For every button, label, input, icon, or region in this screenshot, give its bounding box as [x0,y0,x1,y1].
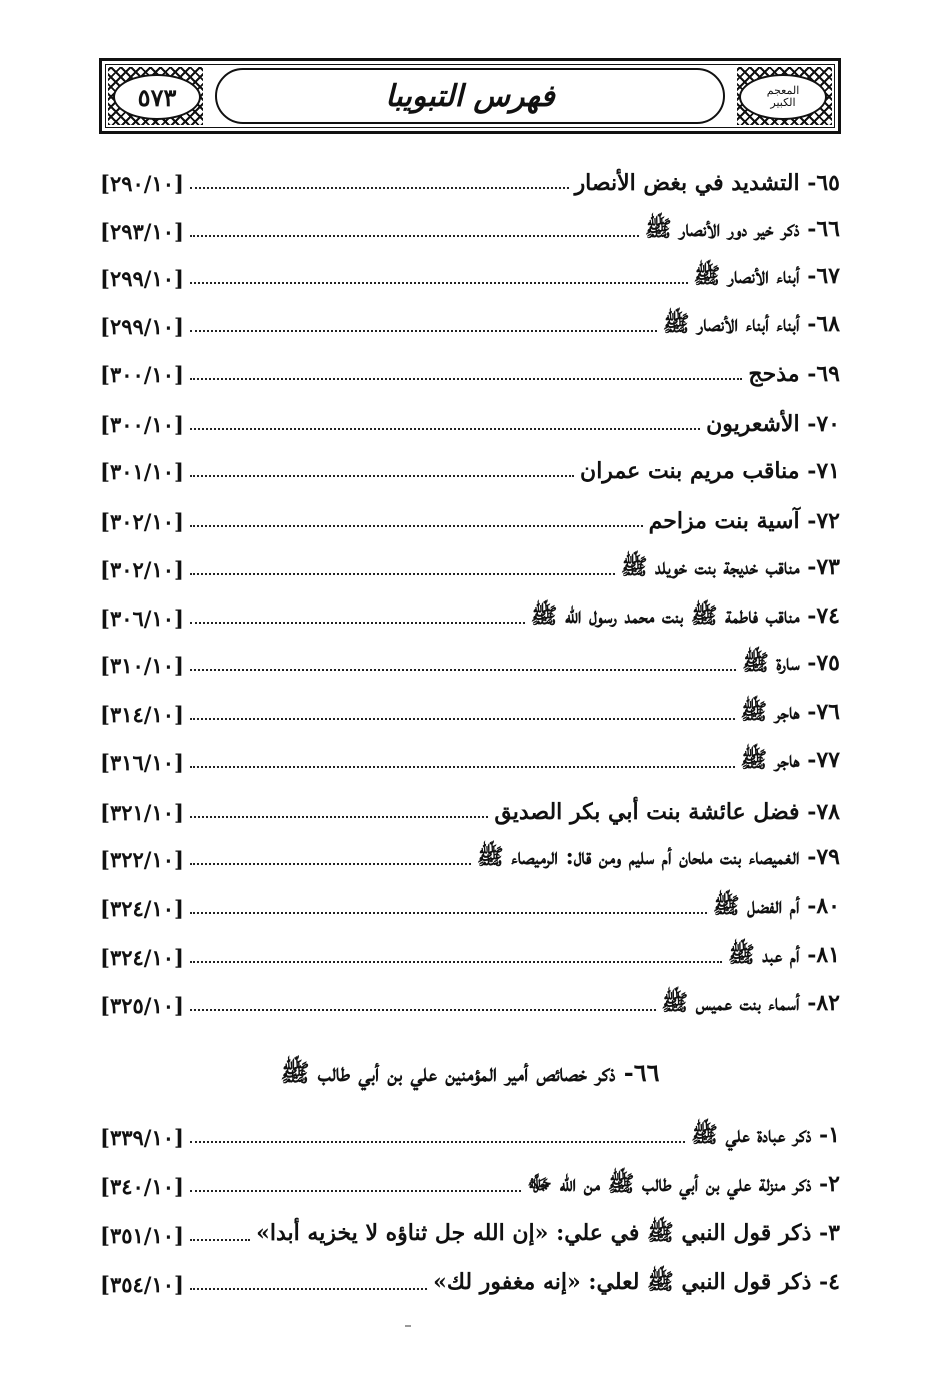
entry-reference: [٣١٤/١٠] [100,701,184,727]
entry-reference: [٣١٠/١٠] [100,652,184,678]
toc-entry [100,598,840,638]
entry-title: ٧١- مناقب مريم بنت عمران [580,458,840,484]
dot-leader [190,816,488,818]
entry-reference: [٣٠٠/١٠] [100,411,184,437]
toc-entry [100,839,840,879]
entry-reference: [٣٢٤/١٠] [100,895,184,921]
dot-leader [190,525,643,527]
entry-title: ٤- ذكر قول النبي ﷺ لعلي: «إنه مغفور لك» [433,1269,840,1295]
entry-reference: [٣٢٢/١٠] [100,846,184,872]
toc-entry [100,645,840,685]
entry-reference: [٣٣٩/١٠] [100,1124,184,1150]
dot-leader [190,1239,250,1241]
entry-title: ٣- ذكر قول النبي ﷺ في علي: «إن الله جل ثناؤه لا يخزيه أبدا» [256,1220,840,1246]
dot-leader [190,235,639,237]
entry-title: ٧٧- هاجر ﷺ [740,747,840,773]
toc-entry [100,742,840,782]
entry-reference: [٢٩٣/١٠] [100,218,184,244]
toc-entry [100,1166,840,1206]
entry-reference: [٣٠٠/١٠] [100,361,184,387]
dot-leader [190,961,722,963]
toc-entry [100,1117,840,1157]
toc-entry [100,211,840,251]
entry-reference: [٣٥٤/١٠] [100,1271,184,1297]
entry-title: ٦٧- أبناء الأنصار ﷺ [693,263,840,289]
entry-title: ٧٨- فضل عائشة بنت أبي بكر الصديق [494,799,840,825]
entry-reference: [٢٩٩/١٠] [100,265,184,291]
entry-title: ٦٩- مذحج [748,361,840,387]
section-heading: ٦٦- ذكر خصائص أمير المؤمنين علي بن أبي طالب ﷺ [280,1058,660,1087]
entry-title: ٨٢- أسماء بنت عميس ﷺ [661,990,840,1016]
dot-leader [190,187,569,189]
toc-entry [100,1215,840,1255]
entry-reference: [٣٢٤/١٠] [100,944,184,970]
dot-leader [190,766,735,768]
entry-reference: [٣١٦/١٠] [100,749,184,775]
toc-entry [100,1264,840,1304]
dot-leader [190,1288,427,1290]
dot-leader [190,573,615,575]
dot-leader [190,622,525,624]
entry-reference: [٢٩٩/١٠] [100,313,184,339]
entry-title: ٧٩- الغميصاء بنت ملحان أم سليم ومن قال: الرميصاء ﷺ [477,844,840,870]
book-logo [739,74,827,120]
dot-leader [190,1190,521,1192]
toc-entry [100,451,840,491]
entry-reference: [٣٢٥/١٠] [100,992,184,1018]
page-header [99,58,841,134]
entry-title: ٨٠- أم الفضل ﷺ [712,893,840,919]
entry-reference: [٣٠١/١٠] [100,458,184,484]
entry-title: ٧٠- الأشعريون [706,411,840,437]
dot-leader [190,718,735,720]
toc-entry [100,258,840,298]
entry-title: ٦٨- أبناء أبناء الأنصار ﷺ [662,311,840,337]
title-cartouche [215,68,725,124]
dot-leader [190,378,742,380]
entry-title: ٧٤- مناقب فاطمة ﷺ بنت محمد رسول الله ﷺ [530,603,840,629]
toc-entry [100,888,840,928]
dot-leader [190,475,574,477]
dot-leader [190,1009,656,1011]
page-number: ٥٧٣ [113,74,201,120]
entry-reference: [٣٢١/١٠] [100,799,184,825]
dot-leader [190,863,471,865]
entry-title: ٨١- أم عبد ﷺ [728,942,840,968]
toc-entry [100,306,840,346]
entry-title: ٧٦- هاجر ﷺ [740,699,840,725]
entry-title: ١- ذكر عبادة علي ﷺ [691,1122,840,1148]
page-title: فهرس التبويبا [385,78,555,114]
toc-entry [100,985,840,1025]
toc-entry [100,937,840,977]
logo-line-1: المعجم [766,84,800,97]
entry-title: ٧٢- آسية بنت مزاحم [648,508,840,534]
entry-title: ٧٣- مناقب خديجة بنت خويلد ﷺ [620,554,840,580]
entry-reference: [٣٤٠/١٠] [100,1173,184,1199]
entry-reference: [٢٩٠/١٠] [100,170,184,196]
entry-title: ٦٦- ذكر خير دور الأنصار ﷺ [645,216,840,242]
toc-entry [100,549,840,589]
dot-leader [190,428,700,430]
dot-leader [190,330,657,332]
entry-title: ٧٥- سارة ﷺ [742,650,840,676]
entry-title: ٦٥- التشديد في بغض الأنصار [574,170,840,196]
entry-title: ٢- ذكر منزلة علي بن أبي طالب ﷺ من الله ﷻ [527,1171,840,1197]
entry-reference: [٣٥١/١٠] [100,1222,184,1248]
toc-entry [100,354,840,394]
toc-entry [100,404,840,444]
dot-leader [190,1141,685,1143]
logo-line-2: الكبير [770,96,796,109]
toc-entry [100,694,840,734]
dot-leader [190,912,707,914]
page-mark [405,1325,411,1327]
entry-reference: [٣٠٦/١٠] [100,605,184,631]
entry-reference: [٣٠٢/١٠] [100,556,184,582]
dot-leader [190,669,736,671]
entry-reference: [٣٠٢/١٠] [100,508,184,534]
toc-entry [100,792,840,832]
toc-entry [100,501,840,541]
dot-leader [190,282,688,284]
toc-entry [100,163,840,203]
